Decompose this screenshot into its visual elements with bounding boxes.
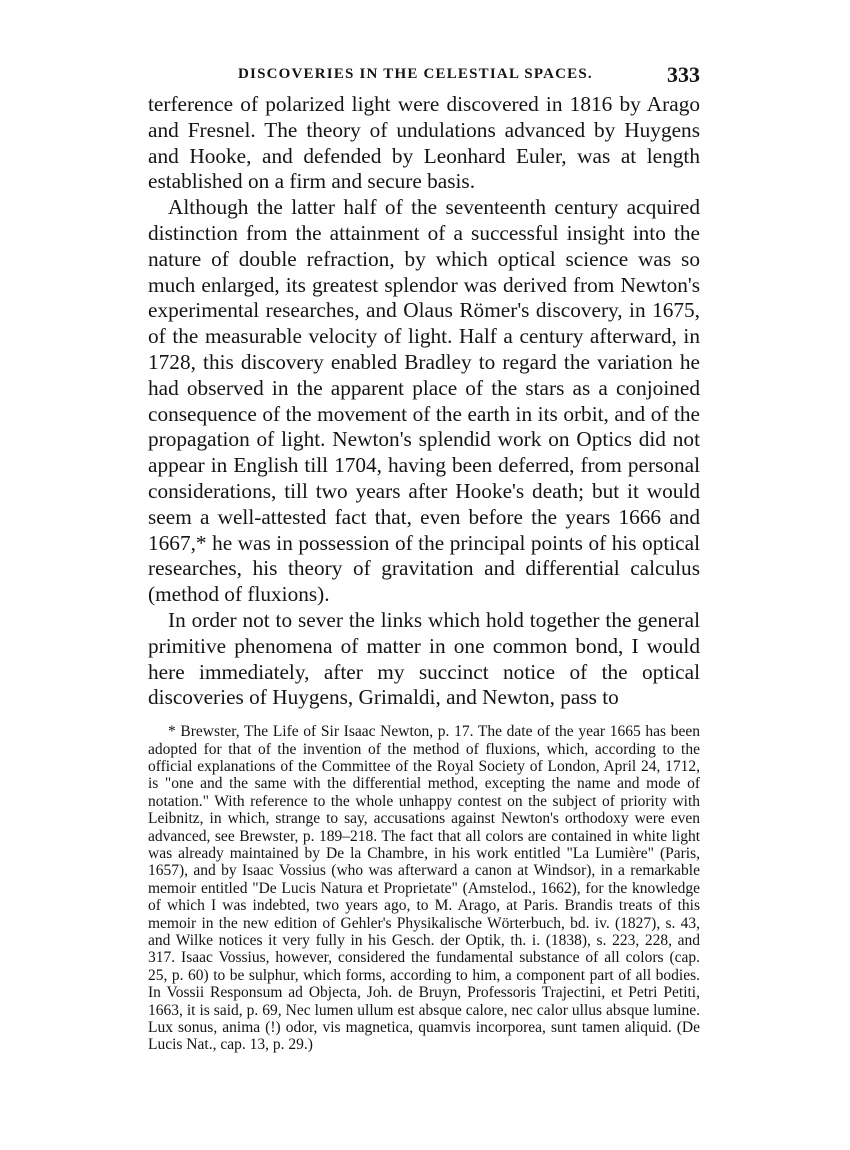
paragraph-3: In order not to sever the links which hold together the general primitive phenomena of matter in one common bond, I would here immediately, after my succinct notice of the optical discoveries of Huygens, Grimaldi, and Newton, pass to xyxy=(148,607,700,710)
book-page xyxy=(148,58,700,1054)
paragraph-1: terference of polarized light were discovered in 1816 by Arago and Fresnel. The theory of undulations advanced by Huygens and Hooke, and defended by Leonhard Euler, was at length established on a firm and secure basis. xyxy=(148,92,700,194)
page-header xyxy=(148,58,700,92)
footnote xyxy=(148,723,700,1054)
paragraph-2: Although the latter half of the seventeenth century acquired distinction from the attainment of a successful insight into the nature of double refraction, by which optical science was so much enlarged, its greatest splendor was derived from Newton's experimental researches, and Olaus Römer's discovery, in 1675, of the measurable velocity of light. Half a century afterward, in 1728, this discovery enabled Bradley to regard the variation he had observed in the apparent place of the stars as a conjoined consequence of the movement of the earth in its orbit, and of the propagation of light. Newton's splendid work on Optics did not appear in English till 1704, having been deferred, from personal considerations, till two years after Hooke's death; but it would seem a well-attested fact that, even before the years 1666 and 1667,* he was in possession of the principal points of his optical researches, his theory of gravitation and differential calculus (method of fluxions). xyxy=(148,195,700,607)
footnote-text: * Brewster, The Life of Sir Isaac Newton, p. 17. The date of the year 1665 has been adopted for that of the invention of the method of fluxions, which, according to the official explanations of the Committee of the Royal Society of London, April 24, 1712, is "one and the same with the differential method, excepting the name and mode of notation." With reference to the whole unhappy contest on the subject of priority with Leibnitz, in which, strange to say, accusations against Newton's orthodoxy were even advanced, see Brewster, p. 189–218. The fact that all colors are contained in white light was already maintained by De la Chambre, in his work entitled "La Lumière" (Paris, 1657), and by Isaac Vossius (who was afterward a canon at Windsor), in a remarkable memoir entitled "De Lucis Natura et Proprietate" (Amstelod., 1662), for the knowledge of which I was indebted, two years ago, to M. Arago, at Paris. Brandis treats of this memoir in the new edition of Gehler's Physikalische Wörterbuch, bd. iv. (1827), s. 43, and Wilke notices it very fully in his Gesch. der Optik, th. i. (1838), s. 223, 228, and 317. Isaac Vossius, however, considered the fundamental substance of all colors (cap. 25, p. 60) to be sulphur, which forms, according to him, a component part of all bodies. In Vossii Responsum ad Objecta, Joh. de Bruyn, Professoris Trajectini, et Petri Petiti, 1663, it is said, p. 69, Nec lumen ullum est absque calore, nec calor ullus absque lumine. Lux sonus, anima (!) odor, vis magnetica, quamvis incorporea, sunt tamen aliquid. (De Lucis Nat., cap. 13, p. 29.) xyxy=(148,723,700,1054)
page-number: 333 xyxy=(667,62,700,87)
body-text xyxy=(148,92,700,711)
running-title: DISCOVERIES IN THE CELESTIAL SPACES. xyxy=(238,66,593,82)
